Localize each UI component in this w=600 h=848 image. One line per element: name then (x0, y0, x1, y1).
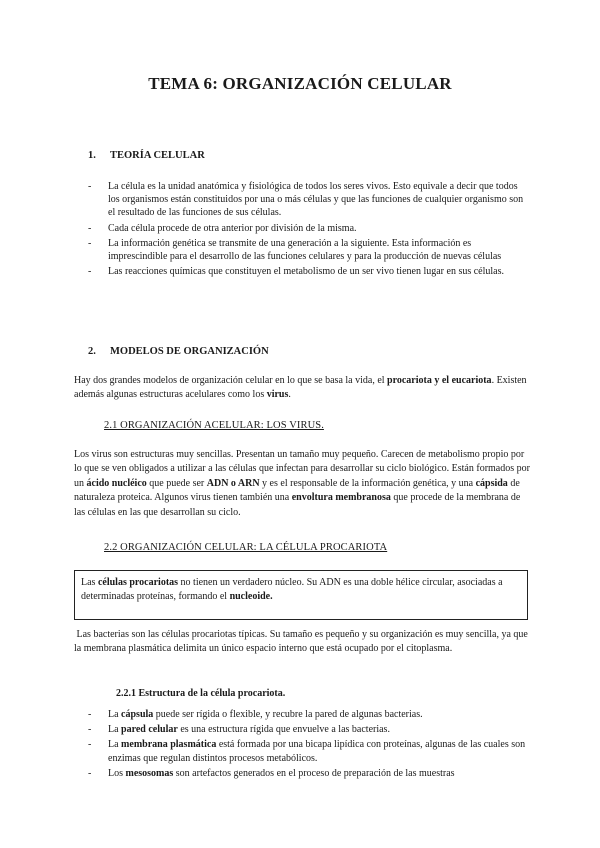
list-item: - La membrana plasmática está formada por una bicapa lipídica con proteínas, algunas de las cuales son enzimas que regulan distintos procesos metabólicos. (88, 739, 526, 764)
section-2-heading (88, 346, 269, 357)
list-item: - Las reacciones químicas que constituyen el metabolismo de un ser vivo tienen lugar en sus células. (88, 266, 504, 278)
list-item: - Cada célula procede de otra anterior por división de la misma. (88, 222, 357, 234)
subsection-2-2-1-heading: 2.2.1 Estructura de la célula procariota. (116, 688, 286, 699)
list-item: - La pared celular es una estructura rígida que envuelve a las bacterias. (88, 724, 390, 736)
section-1-title: TEORÍA CELULAR (110, 150, 205, 161)
section-1-number: 1. (88, 150, 96, 161)
section-2-title: MODELOS DE ORGANIZACIÓN (110, 346, 269, 357)
section-1-heading (88, 150, 205, 161)
prokaryote-definition-box: Las células procariotas no tienen un verdadero núcleo. Su ADN es una doble hélice circular, asociadas a determinadas proteínas, formando el nucleoide. (74, 570, 528, 620)
subsection-2-2-heading: 2.2 ORGANIZACIÓN CELULAR: LA CÉLULA PROCARIOTA (104, 542, 388, 553)
cell-theory-list (88, 180, 528, 280)
list-item: - La cápsula puede ser rígida o flexible, y recubre la pared de algunas bacterias. (88, 709, 423, 720)
document-title: TEMA 6: ORGANIZACIÓN CELULAR (148, 74, 452, 93)
bacteria-paragraph: Las bacterias son las células procariotas típicas. Su tamaño es pequeño y su organización es muy sencilla, ya que la membrana plasmática delimita un único espacio interno que está ocupado por el citoplasma. (74, 629, 528, 655)
list-item: - Los mesosomas son artefactos generados en el proceso de preparación de las muestras (88, 767, 455, 779)
list-item: - La célula es la unidad anatómica y fisiológica de todos los seres vivos. Esto equivale a decir que todos los organismos están constituidos por una o más células y que las funciones de cualquier organismo son el resultado de las funciones de sus células. (88, 181, 524, 219)
virus-paragraph: Los virus son estructuras muy sencillas. Presentan un tamaño muy pequeño. Carecen de metabolismo propio por lo que se ven obligados a utilizar a las células que infectan para desarrollar su ciclo biológico. Están formados por un ácido nucléico que puede ser ADN o ARN y es el responsable de la información genética, y una cápsida de naturaleza proteica. Algunos virus tienen también una envoltura membranosa que procede de la membrana de las células en las que desarrollan su ciclo. (74, 449, 530, 518)
organization-intro: Hay dos grandes modelos de organización celular en lo que se basa la vida, el procariota y el eucariota. Existen además algunas estructuras acelulares como los virus. (74, 375, 527, 401)
prokaryote-structure-list (88, 708, 528, 782)
section-2-number: 2. (88, 346, 96, 357)
list-item: - La información genética se transmite de una generación a la siguiente. Esta información es imprescindible para el desarrollo de las funciones celulares y para la producción de nuevas células (88, 237, 502, 263)
subsection-2-1-heading: 2.1 ORGANIZACIÓN ACELULAR: LOS VIRUS. (104, 420, 324, 431)
